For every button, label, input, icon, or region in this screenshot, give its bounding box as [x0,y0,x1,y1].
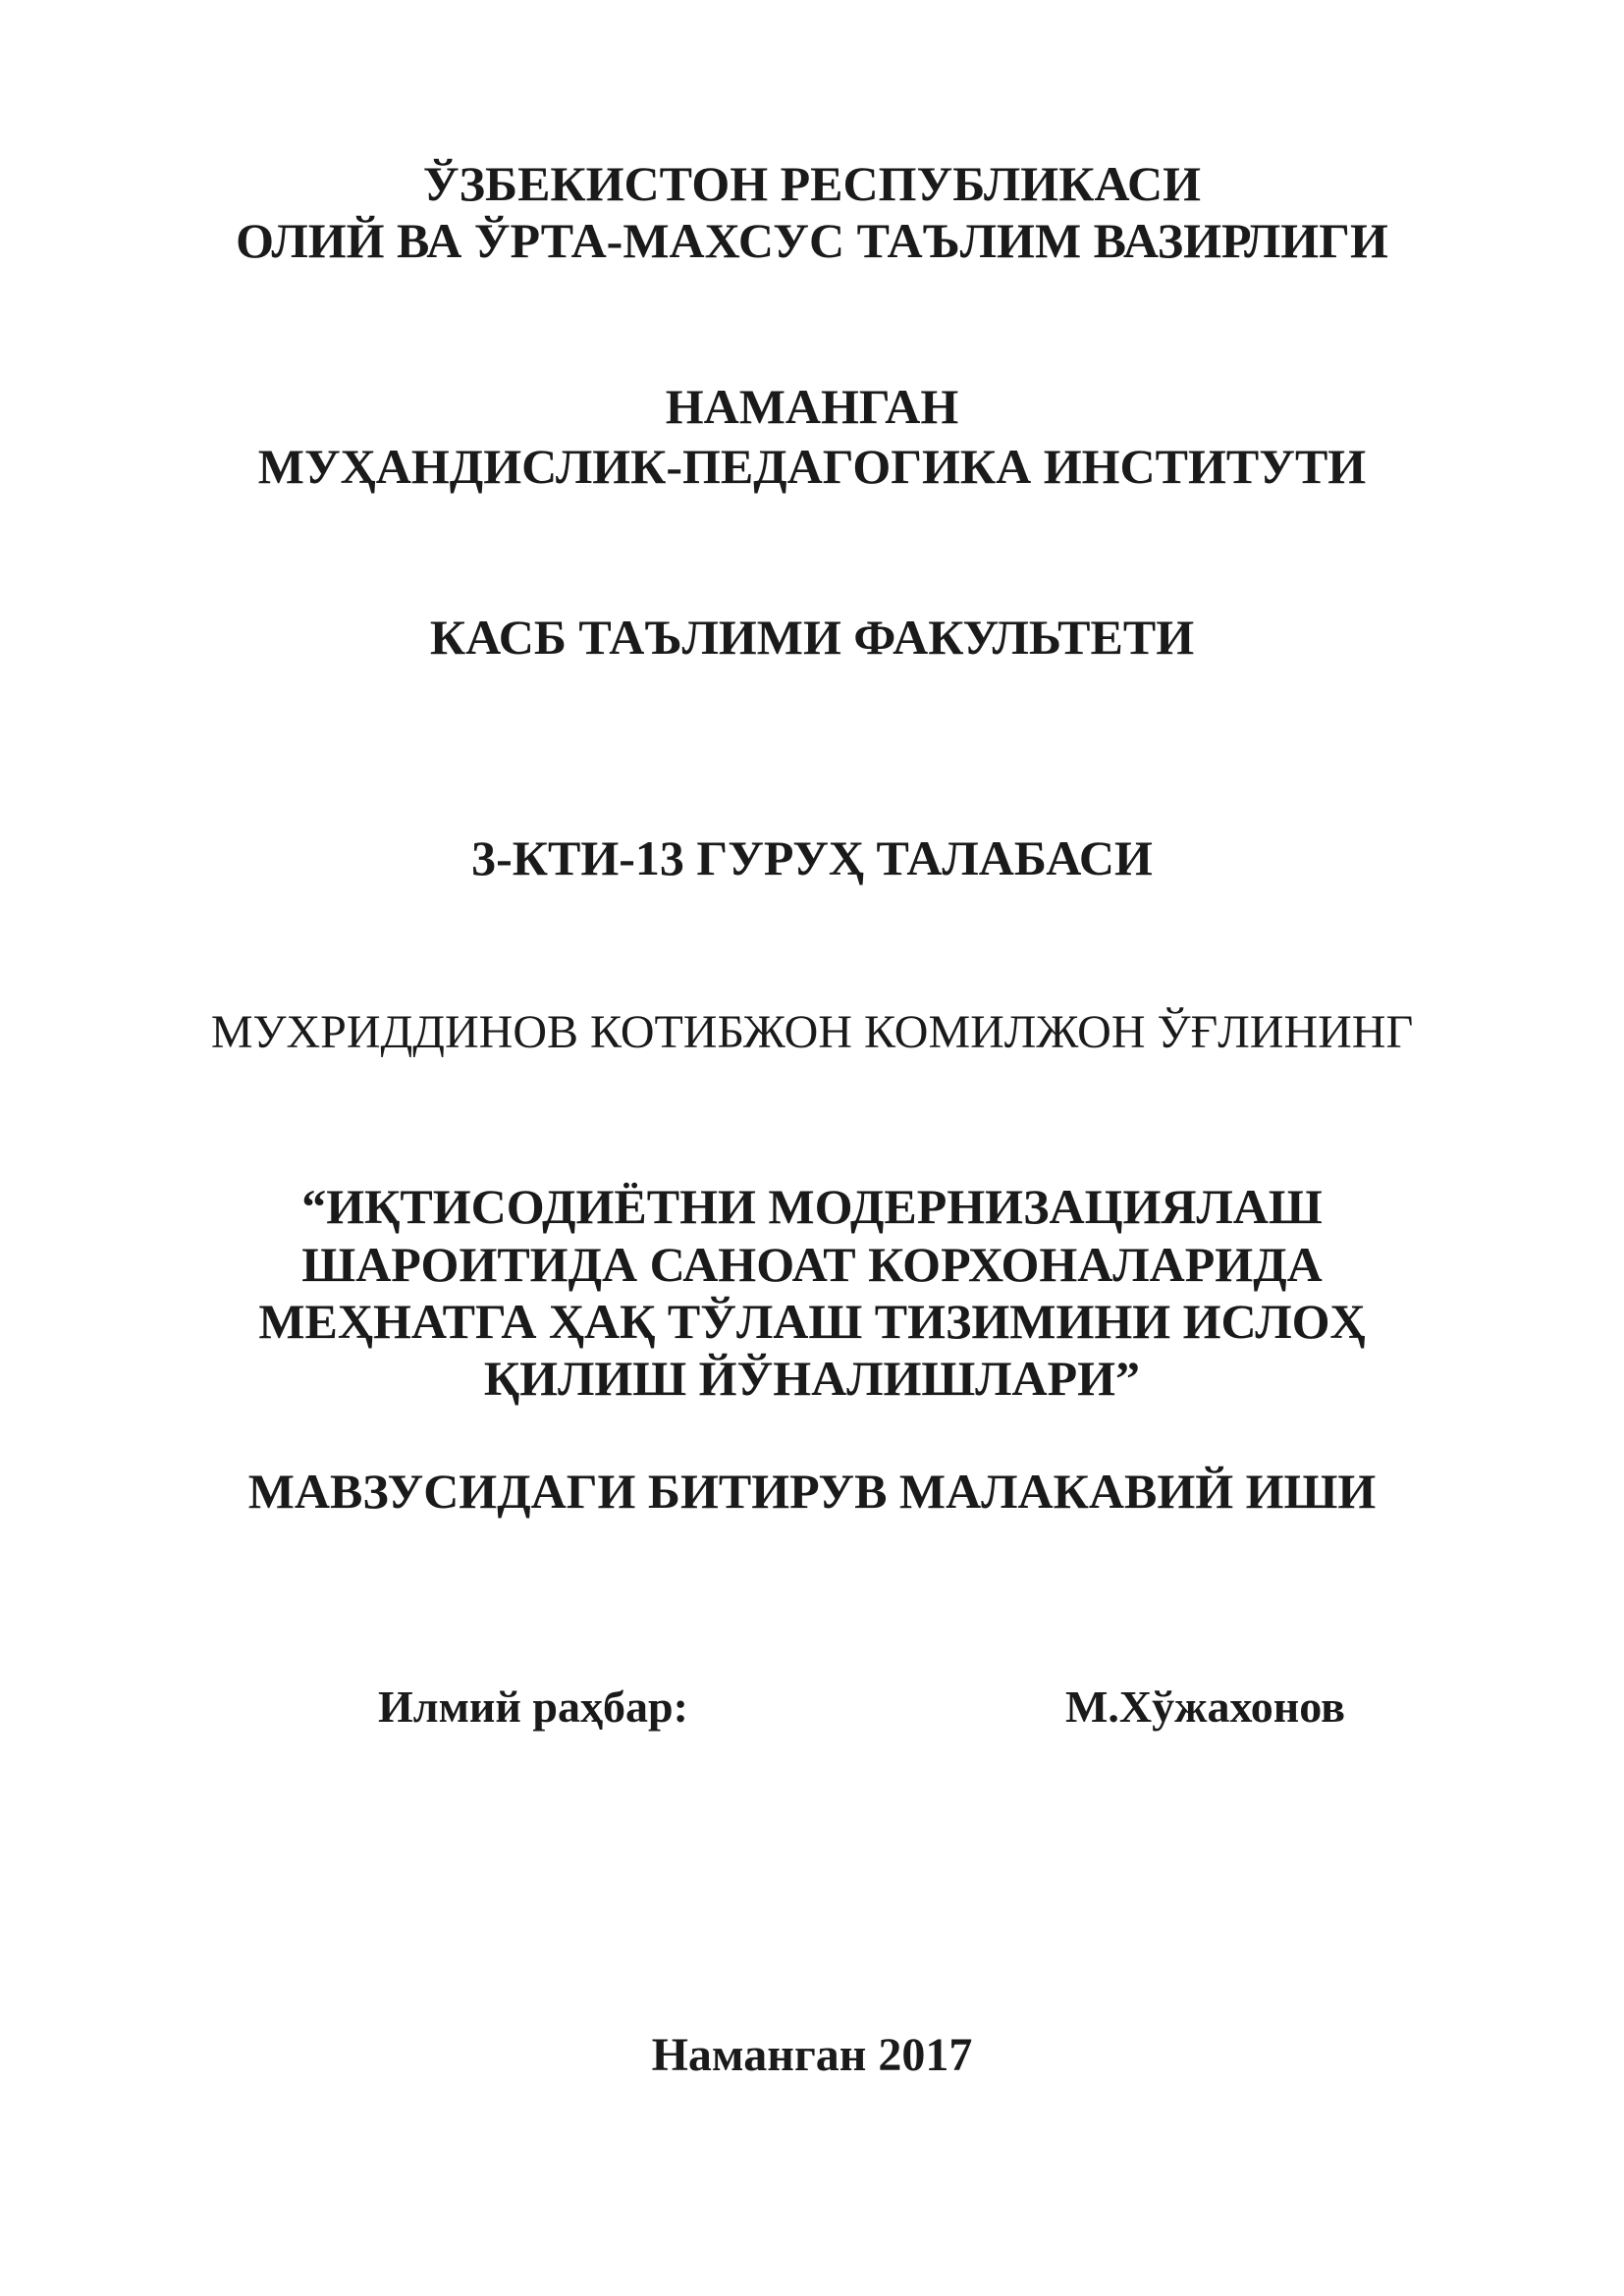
work-type: МАВЗУСИДАГИ БИТИРУВ МАЛАКАВИЙ ИШИ [247,1464,1377,1519]
faculty-title: КАСБ ТАЪЛИМИ ФАКУЛЬТЕТИ [429,610,1195,665]
supervisor-row [0,1679,1624,1737]
thesis-title-line-3: МЕҲНАТГА ҲАҚ ТЎЛАШ ТИЗИМИНИ ИСЛОҲ [258,1294,1366,1349]
institute-title-line-1: НАМАНГАН [665,379,959,434]
supervisor-label: Илмий раҳбар: [378,1682,688,1732]
city-year: Наманган 2017 [651,2029,973,2081]
thesis-title-line-2: ШАРОИТИДА САНОАТ КОРХОНАЛАРИДА [301,1237,1323,1292]
supervisor-name: М.Хўжахонов [1065,1682,1345,1732]
thesis-title-line-1: “ИҚТИСОДИЁТНИ МОДЕРНИЗАЦИЯЛАШ [301,1179,1323,1234]
ministry-title-line-2: ОЛИЙ ВА ЎРТА-МАХСУС ТАЪЛИМ ВАЗИРЛИГИ [236,213,1388,268]
student-group: 3-КТИ-13 ГУРУҲ ТАЛАБАСИ [471,830,1153,885]
thesis-title-line-4: ҚИЛИШ ЙЎНАЛИШЛАРИ” [483,1351,1141,1406]
student-name: МУХРИДДИНОВ КОТИБЖОН КОМИЛЖОН ЎҒЛИНИНГ [210,1006,1414,1058]
ministry-title-line-1: ЎЗБЕКИСТОН РЕСПУБЛИКАСИ [422,156,1202,211]
institute-title-line-2: МУҲАНДИСЛИК-ПЕДАГОГИКА ИНСТИТУТИ [257,439,1367,494]
